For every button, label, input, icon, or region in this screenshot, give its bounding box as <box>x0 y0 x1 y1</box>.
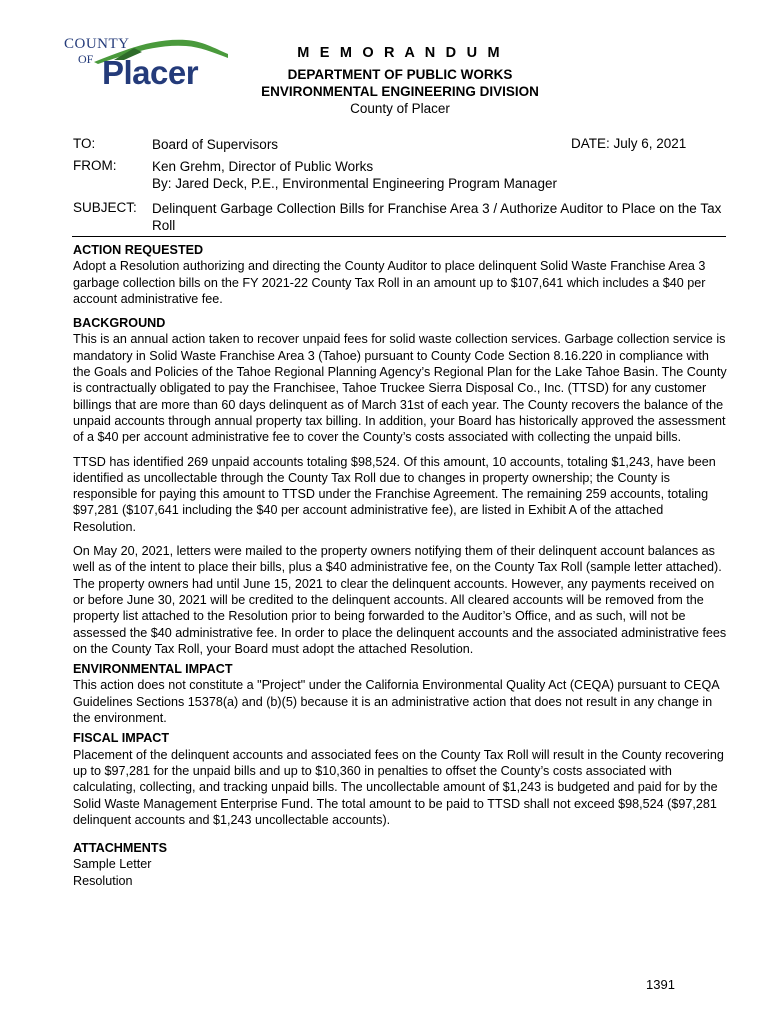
logo-of-text: OF <box>78 52 94 66</box>
environmental-impact-heading: ENVIRONMENTAL IMPACT <box>73 662 233 677</box>
header-divider <box>72 236 726 237</box>
logo-county-text: COUNTY <box>64 36 130 52</box>
attachment-item: Resolution <box>73 873 133 888</box>
from-line-1: Ken Grehm, Director of Public Works <box>152 159 374 174</box>
background-paragraph-1: This is an annual action taken to recover unpaid fees for solid waste collection services. Garbage collection service is mandatory in Solid Waste Franchise Area 3 (Tahoe) pursuant to County Code Section 8.16.220 in compliance with the Goals and Policies of the Tahoe Regional Planning Agency’s Regional Plan for the Lake Tahoe Basin. The County is contractually obligated to pay the Franchisee, Tahoe Truckee Sierra Disposal Co., Inc. (TTSD) for any customer billings that are more than 60 days delinquent as of March 31st of each year. The County recovers the balance of the unpaid accounts through annual property tax billing. In addition, your Board has historically approved the assessment of a $40 per account administrative fee to cover the County’s costs associated with collecting the unpaid bills. <box>73 332 727 445</box>
attachments-heading: ATTACHMENTS <box>73 841 167 856</box>
to-label: TO: <box>73 136 96 151</box>
from-value <box>152 158 557 192</box>
department-name: DEPARTMENT OF PUBLIC WORKS <box>287 67 513 82</box>
division-name: ENVIRONMENTAL ENGINEERING DIVISION <box>261 84 539 99</box>
fiscal-impact-text: Placement of the delinquent accounts and associated fees on the County Tax Roll will result in the County recovering up to $97,281 for the unpaid bills and up to $10,360 in penalties to offset the County’s costs associated with calculating, collecting, and tracking unpaid bills. The uncollectable amount of $1,243 is budgeted and paid for by the Solid Waste Management Enterprise Fund. The total amount to be paid to TTSD shall not exceed $98,524 ($97,281 delinquent accounts and $1,243 uncollectable accounts). <box>73 747 724 827</box>
subject-label: SUBJECT: <box>73 200 137 215</box>
memo-title: M E M O R A N D U M <box>297 45 503 61</box>
page-number: 1391 <box>646 977 675 992</box>
from-line-2: By: Jared Deck, P.E., Environmental Engineering Program Manager <box>152 176 557 191</box>
from-label: FROM: <box>73 158 117 173</box>
memo-body <box>73 242 728 889</box>
background-paragraph-2: TTSD has identified 269 unpaid accounts totaling $98,524. Of this amount, 10 accounts, totaling $1,243, have been identified as uncollectable through the County Tax Roll due to changes in property ownership; the County is responsible for paying this amount to TTSD under the Franchise Agreement. The remaining 259 accounts, totaling $97,281 ($107,641 including the $40 per account administrative fee), are listed in Exhibit A of the attached Resolution. <box>73 454 716 534</box>
action-requested-text: Adopt a Resolution authorizing and directing the County Auditor to place delinquent Solid Waste Franchise Area 3 garbage collection bills on the FY 2021-22 County Tax Roll in an amount up to $107,641 which includes a $40 per account administrative fee. <box>73 259 706 306</box>
to-value: Board of Supervisors <box>152 137 279 152</box>
county-name: County of Placer <box>350 101 450 116</box>
background-paragraph-3: On May 20, 2021, letters were mailed to the property owners notifying them of their delinquent account balances as well as of the intent to place their bills, plus a $40 administrative fee, on the County Tax Roll (sample letter attached). The property owners had until June 15, 2021 to clear the delinquent accounts. However, any payments received on or before June 30, 2021 will be credited to the delinquent accounts. All cleared accounts will be removed from the property list attached to the Resolution prior to being forwarded to the Auditor’s Office, and as such, will not be assessed the $40 administrative fee. In order to place the delinquent accounts and the associated administrative fees on the County Tax Roll, your Board must adopt the attached Resolution. <box>73 544 727 656</box>
fiscal-impact-heading: FISCAL IMPACT <box>73 731 170 746</box>
subject-value: Delinquent Garbage Collection Bills for Franchise Area 3 / Authorize Auditor to Place on the Tax Roll <box>152 201 722 233</box>
action-requested-heading: ACTION REQUESTED <box>73 243 204 257</box>
logo-placer-text: Placer <box>102 54 199 91</box>
environmental-impact-text: This action does not constitute a "Project" under the California Environmental Quality Act (CEQA) pursuant to CEQA Guidelines Sections 15378(a) and (b)(5) because it is an administrative action that does not result in any change in the environment. <box>73 678 719 726</box>
background-heading: BACKGROUND <box>73 316 166 331</box>
memo-date: DATE: July 6, 2021 <box>571 136 687 151</box>
attachment-item: Sample Letter <box>73 857 152 872</box>
